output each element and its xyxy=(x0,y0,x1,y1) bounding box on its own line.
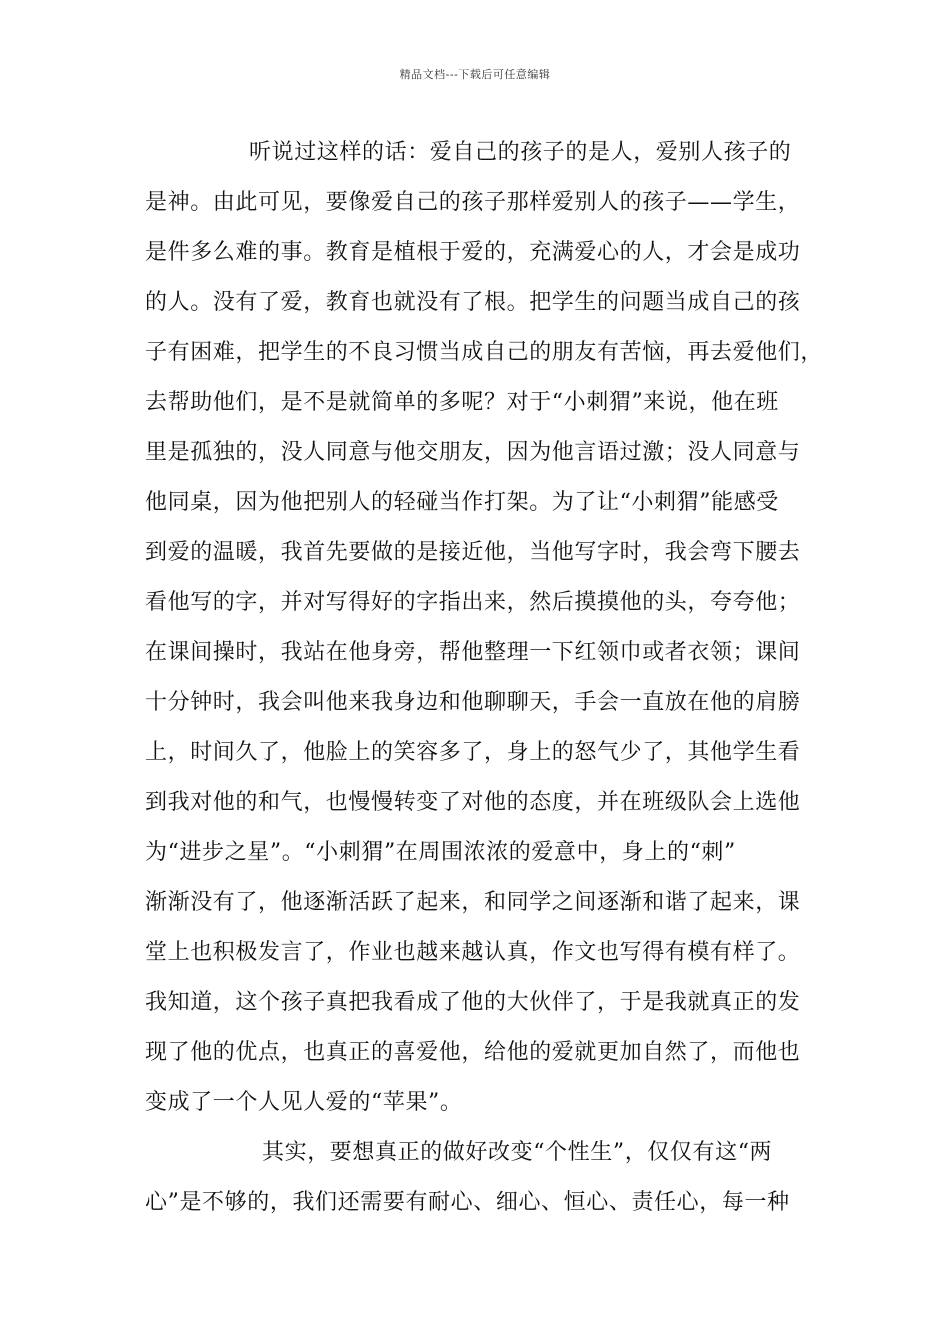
text-line: 变成了一个人见人爱的“苹果”。 xyxy=(145,1090,463,1115)
text-line: 渐渐没有了，他逐渐活跃了起来，和同学之间逐渐和谐了起来，课 xyxy=(145,890,801,915)
text-line: 为“进步之星”。“小刺猬”在周围浓浓的爱意中，身上的“刺” xyxy=(145,840,736,865)
paragraph-2 xyxy=(145,1135,825,1235)
text-line: 心”是不够的，我们还需要有耐心、细心、恒心、责任心，每一种 xyxy=(145,1190,790,1215)
text-line: 堂上也积极发言了，作业也越来越认真，作文也写得有模有样了。 xyxy=(145,940,801,965)
text-line: 子有困难，把学生的不良习惯当成自己的朋友有苦恼，再去爱他们， xyxy=(145,340,824,365)
text-line: 听说过这样的话：爱自己的孩子的是人，爱别人孩子的 xyxy=(249,140,792,165)
text-line: 到爱的温暖，我首先要做的是接近他，当他写字时，我会弯下腰去 xyxy=(145,540,801,565)
text-line: 的人。没有了爱，教育也就没有了根。把学生的问题当成自己的孩 xyxy=(145,290,801,315)
text-line: 到我对他的和气，也慢慢转变了对他的态度，并在班级队会上选他 xyxy=(145,790,801,815)
page-header: 精品文档---下载后可任意编辑 xyxy=(399,68,551,81)
text-line: 十分钟时，我会叫他来我身边和他聊聊天，手会一直放在他的肩膀 xyxy=(145,690,801,715)
text-line: 我知道，这个孩子真把我看成了他的大伙伴了，于是我就真正的发 xyxy=(145,990,801,1015)
text-line: 在课间操时，我站在他身旁，帮他整理一下红领巾或者衣领；课间 xyxy=(145,640,801,665)
text-line: 去帮助他们，是不是就简单的多呢？对于“小刺猬”来说，他在班 xyxy=(145,390,779,415)
text-line: 其实，要想真正的做好改变“个性生”，仅仅有这“两 xyxy=(262,1140,773,1165)
document-body xyxy=(145,135,825,1235)
paragraph-1 xyxy=(145,135,825,1135)
text-line: 是件多么难的事。教育是植根于爱的，充满爱心的人，才会是成功 xyxy=(145,240,801,265)
text-line: 他同桌，因为他把别人的轻碰当作打架。为了让“小刺猬”能感受 xyxy=(145,490,779,515)
text-line: 看他写的字，并对写得好的字指出来，然后摸摸他的头，夸夸他； xyxy=(145,590,801,615)
text-line: 里是孤独的，没人同意与他交朋友，因为他言语过激；没人同意与 xyxy=(145,440,801,465)
text-line: 上，时间久了，他脸上的笑容多了，身上的怒气少了，其他学生看 xyxy=(145,740,801,765)
text-line: 是神。由此可见，要像爱自己的孩子那样爱别人的孩子——学生， xyxy=(145,190,801,215)
text-line: 现了他的优点，也真正的喜爱他，给他的爱就更加自然了，而他也 xyxy=(145,1040,801,1065)
